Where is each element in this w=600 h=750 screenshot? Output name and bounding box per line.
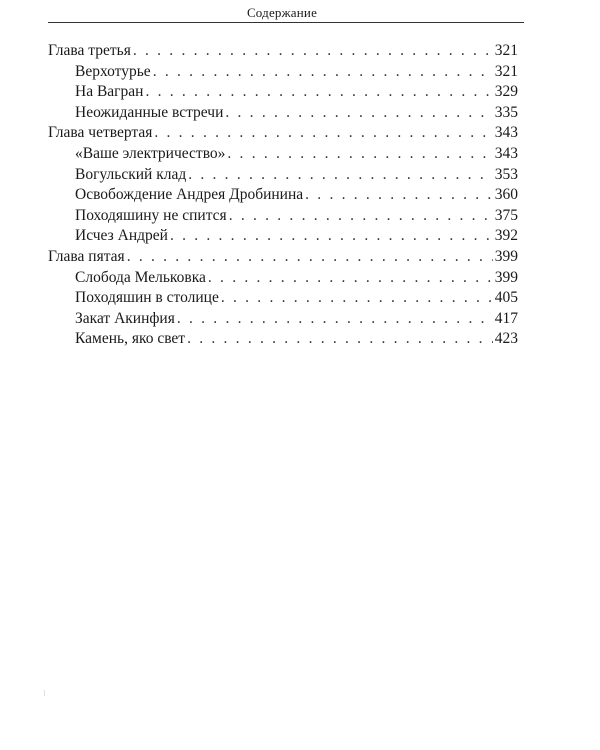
toc-entry-title: Неожиданные встречи (75, 103, 224, 121)
toc-chapter-entry (48, 248, 518, 269)
dot-leader (145, 83, 492, 101)
dot-leader (208, 269, 493, 287)
dot-leader (187, 330, 493, 348)
toc-entry-title: Походяшин в столице (75, 289, 219, 307)
toc-entry-title: Глава четвертая (48, 124, 153, 142)
toc-entry-title: Слобода Мельковка (75, 268, 206, 286)
toc-section-entry (48, 83, 518, 104)
toc-page-number: 405 (494, 289, 518, 307)
toc-section-entry (48, 166, 518, 187)
toc-page-number: 399 (494, 268, 518, 286)
header-rule (48, 22, 524, 23)
dot-leader (133, 42, 493, 60)
toc-chapter-entry (48, 124, 518, 145)
toc-page-number: 335 (494, 103, 518, 121)
toc-entry-title: Глава пятая (48, 247, 125, 265)
dot-leader (229, 207, 493, 225)
toc-section-entry (48, 330, 518, 351)
dot-leader (221, 289, 493, 307)
dot-leader (154, 124, 492, 142)
dot-leader (227, 145, 492, 163)
toc-entry-title: Камень, яко свет (75, 330, 186, 348)
toc-entry-title: Освобождение Андрея Дробинина (75, 186, 304, 204)
scan-artifact (44, 690, 51, 696)
dot-leader (127, 248, 493, 266)
dot-leader (170, 227, 493, 245)
toc-entry-title: Вогульский клад (75, 165, 187, 183)
toc-entry-title: «Ваше электричество» (75, 144, 226, 162)
toc-page-number: 360 (494, 186, 518, 204)
toc-page-number: 329 (494, 83, 518, 101)
toc-page-number: 417 (494, 309, 518, 327)
toc-entry-title: Исчез Андрей (75, 227, 168, 245)
toc-section-entry (48, 289, 518, 310)
toc-entry-title: Верхотурье (75, 62, 151, 80)
toc-section-entry (48, 207, 518, 228)
dot-leader (177, 310, 493, 328)
toc-entry-title: Закат Акинфия (75, 309, 175, 327)
dot-leader (225, 104, 492, 122)
toc-page-number: 392 (494, 227, 518, 245)
toc-section-entry (48, 63, 518, 84)
toc-section-entry (48, 186, 518, 207)
toc-chapter-entry (48, 42, 518, 63)
toc-section-entry (48, 145, 518, 166)
table-of-contents (48, 42, 518, 351)
toc-section-entry (48, 104, 518, 125)
dot-leader (305, 186, 493, 204)
toc-page-number: 375 (494, 206, 518, 224)
toc-section-entry (48, 269, 518, 290)
toc-page-number: 343 (494, 144, 518, 162)
toc-page-number: 321 (494, 62, 518, 80)
toc-entry-title: Походяшину не спится (75, 206, 227, 224)
dot-leader (188, 166, 493, 184)
toc-section-entry (48, 227, 518, 248)
running-head: Содержание (246, 5, 318, 20)
toc-page-number: 353 (494, 165, 518, 183)
toc-page-number: 423 (494, 330, 518, 348)
toc-page-number: 343 (494, 124, 518, 142)
toc-page-number: 399 (494, 247, 518, 265)
toc-section-entry (48, 310, 518, 331)
toc-page-number: 321 (494, 42, 518, 59)
toc-entry-title: Глава третья (48, 42, 131, 59)
dot-leader (153, 63, 493, 81)
toc-entry-title: На Вагран (75, 83, 144, 101)
